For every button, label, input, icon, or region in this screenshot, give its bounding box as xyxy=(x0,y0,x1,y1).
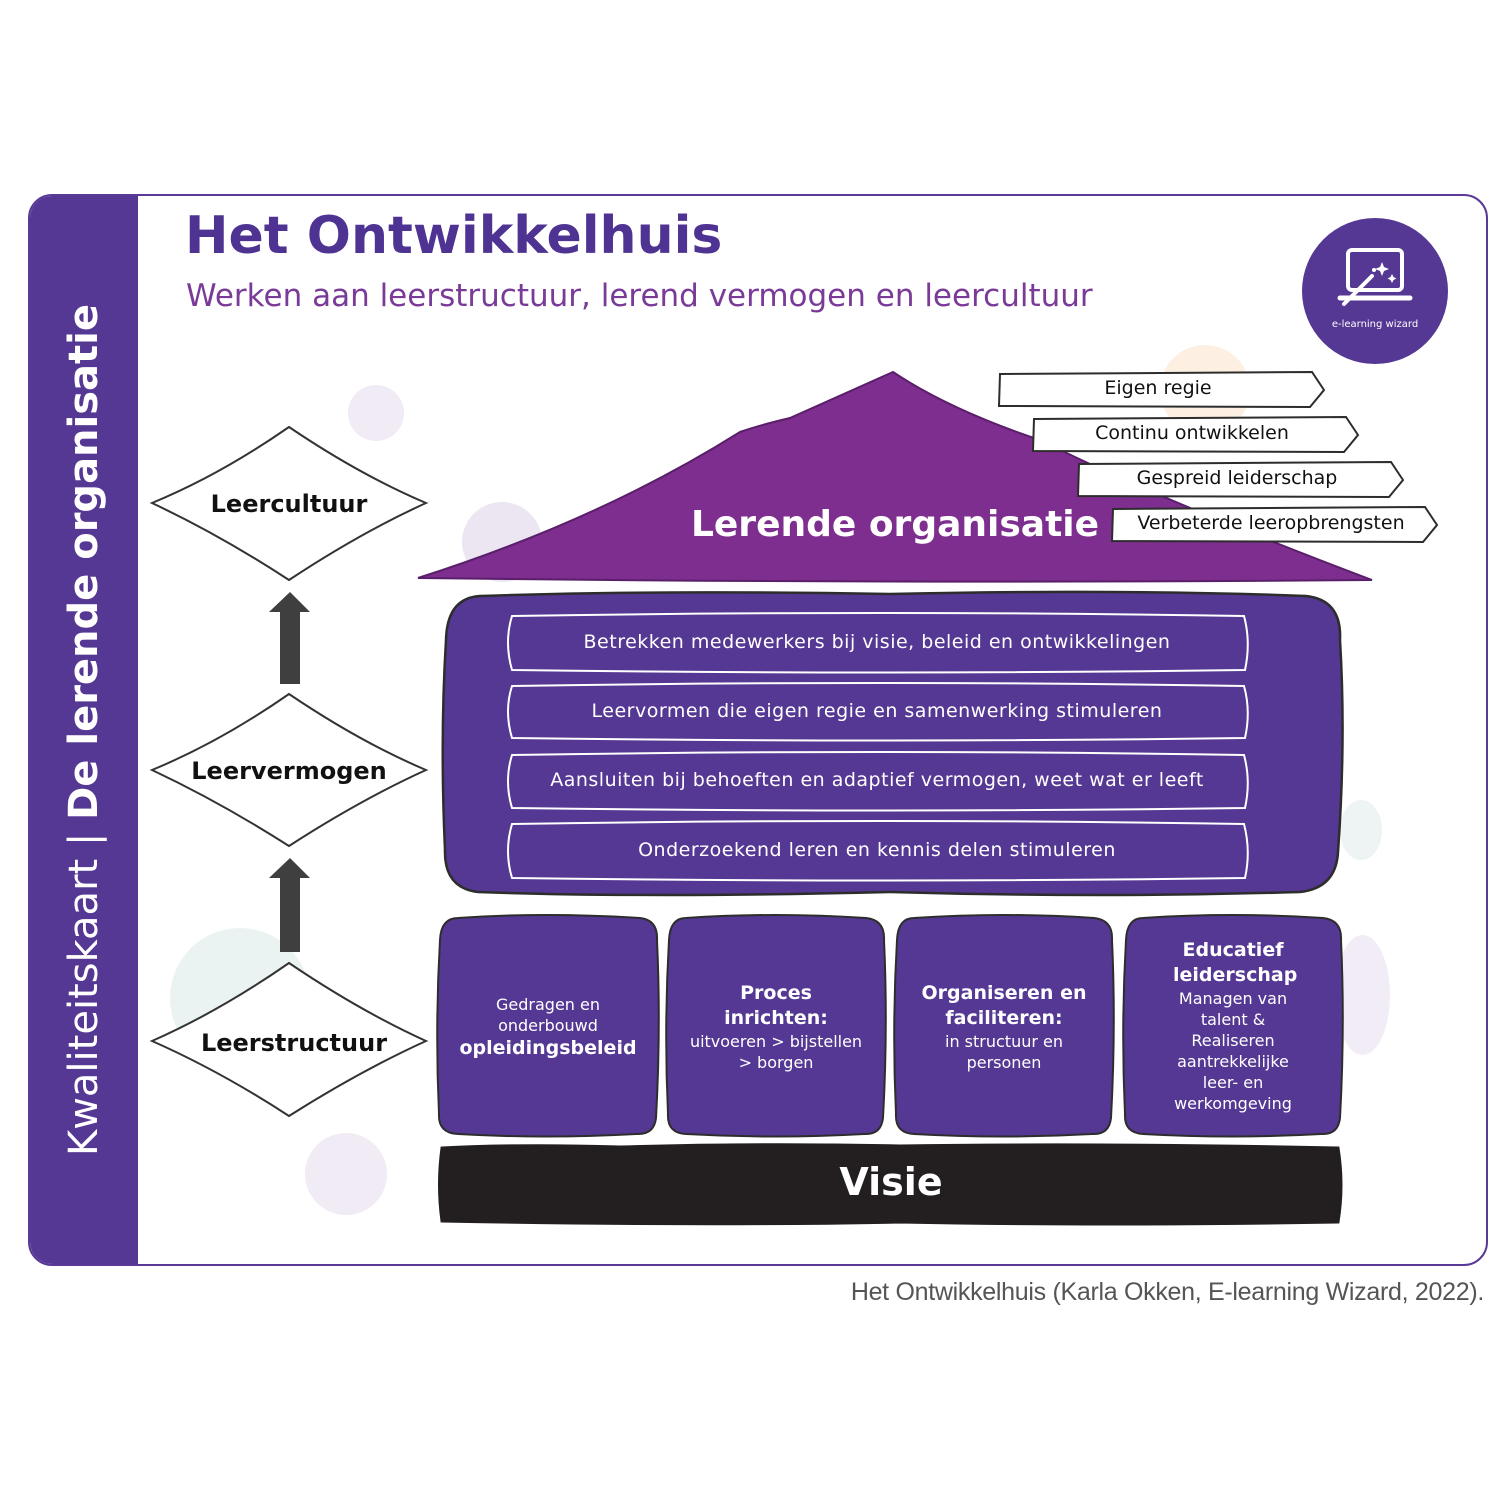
up-arrow-icon xyxy=(269,858,310,952)
pillar-title: Proces inrichten: xyxy=(724,982,828,1029)
body-row-label: Betrekken medewerkers bij visie, beleid en ontwikkelingen xyxy=(583,631,1171,653)
outcome-label-gespreid-leiderschap: Gespreid leiderschap xyxy=(1136,467,1338,489)
stage-label-leercultuur: Leercultuur xyxy=(210,490,368,518)
outcome-label-eigen-regie: Eigen regie xyxy=(1104,377,1212,399)
pillar-organiseren-faciliteren xyxy=(898,981,1110,1073)
outcome-label-verbeterde-leeropbrengsten: Verbeterde leeropbrengsten xyxy=(1137,512,1405,534)
side-band-prefix: Kwaliteitskaart | xyxy=(61,819,107,1157)
foundation-label: Visie xyxy=(839,1160,943,1204)
stage-label-leerstructuur: Leerstructuur xyxy=(200,1029,388,1057)
body-row-label: Leervormen die eigen regie en samenwerking stimuleren xyxy=(591,700,1163,722)
pillar-educatief-leiderschap xyxy=(1127,938,1339,1114)
pillar-proces-inrichten xyxy=(670,981,882,1073)
figure-caption: Het Ontwikkelhuis (Karla Okken, E-learning Wizard, 2022). xyxy=(850,1278,1484,1306)
outcome-label-continu-ontwikkelen: Continu ontwikkelen xyxy=(1095,422,1289,444)
stage-label-leervermogen: Leervermogen xyxy=(191,757,387,785)
side-band-emphasis: De lerende organisatie xyxy=(61,303,107,820)
pillar-detail: Managen van talent & Realiseren aantrekkelijke leer- en werkomgeving xyxy=(1174,989,1292,1113)
page-title: Het Ontwikkelhuis xyxy=(185,206,723,266)
body-row-label: Aansluiten bij behoeften en adaptief vermogen, weet wat er leeft xyxy=(550,769,1204,791)
up-arrow-icon xyxy=(269,592,310,684)
roof-label: Lerende organisatie xyxy=(690,504,1100,545)
pillar-lead: Gedragen en onderbouwd xyxy=(496,995,600,1035)
body-row-label: Onderzoekend leren en kennis delen stimuleren xyxy=(638,839,1116,861)
logo-label: e-learning wizard xyxy=(1331,319,1419,330)
pillar-opleidingsbeleid xyxy=(442,994,654,1061)
pillar-detail: in structuur en personen xyxy=(945,1032,1063,1072)
pillar-title: Educatief leiderschap xyxy=(1173,939,1298,986)
page-subtitle: Werken aan leerstructuur, lerend vermogen en leercultuur xyxy=(186,278,1093,314)
pillar-title: opleidingsbeleid xyxy=(459,1037,637,1059)
pillar-title: Organiseren en faciliteren: xyxy=(921,982,1087,1029)
pillar-detail: uitvoeren > bijstellen > borgen xyxy=(689,1032,863,1072)
